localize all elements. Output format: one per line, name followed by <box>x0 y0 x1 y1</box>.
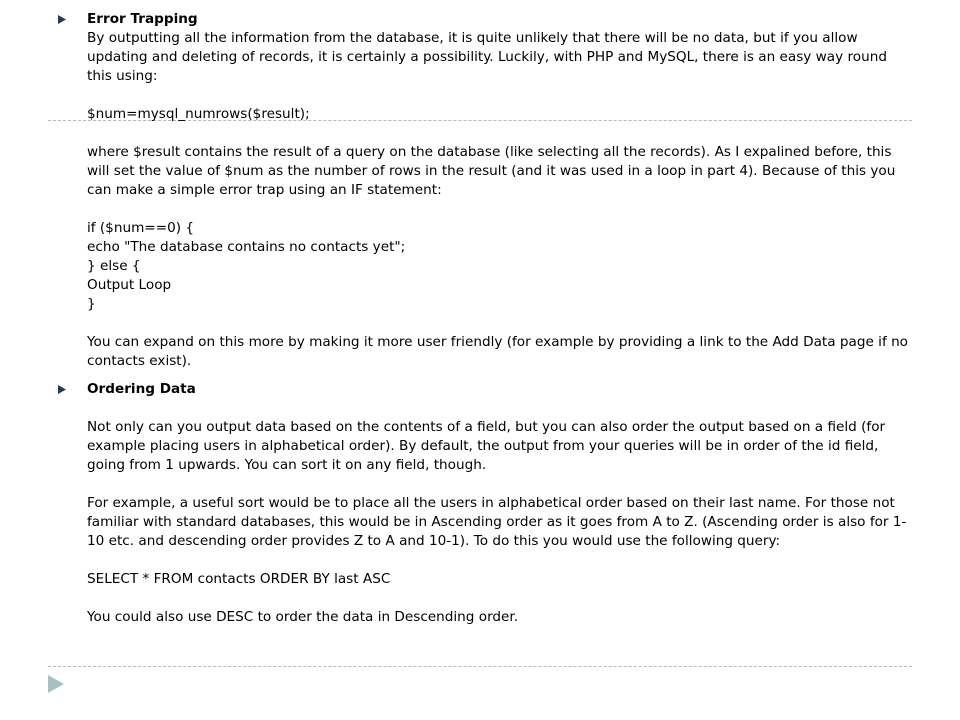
section-heading: Ordering Data <box>87 381 196 397</box>
code-line: echo "The database contains no contacts yet"; <box>87 239 406 255</box>
code-line: } else { <box>87 258 141 274</box>
slide-content <box>58 10 916 627</box>
code-line: Output Loop <box>87 277 172 293</box>
section-outro: You could also use DESC to order the data in Descending order. <box>87 609 519 625</box>
bullet-item-ordering-data <box>58 380 916 627</box>
divider-bottom <box>48 666 912 667</box>
bullet-item-error-trapping <box>58 10 916 371</box>
section-outro: You can expand on this more by making it more user friendly (for example by providing a link to the Add Data page if no contacts exist). <box>87 334 908 369</box>
code-line: } <box>87 296 96 312</box>
code-line: if ($num==0) { <box>87 220 195 236</box>
triangle-bullet-icon <box>58 385 66 394</box>
section-explanation: where $result contains the result of a query on the database (like selecting all the records). As I expalined before, this will set the value of $num as the number of rows in the result (and it was used in a loop in part 4). Because of this you can make a simple error trap using an IF statement: <box>87 144 896 198</box>
slide-corner-arrow-icon <box>48 675 64 693</box>
triangle-bullet-icon <box>58 15 66 24</box>
section-intro: By outputting all the information from the database, it is quite unlikely that there will be no data, but if you allow updating and deleting of records, it is certainly a possibility. Luckily, with PHP and MySQL, there is an easy way round this using: <box>87 30 887 84</box>
section-heading: Error Trapping <box>87 11 198 27</box>
section-example: For example, a useful sort would be to place all the users in alphabetical order based on their last name. For those not familiar with standard databases, this would be in Ascending order as it goes from A to Z. (Ascending order is also for 1-10 etc. and descending order provides Z to A and 10-1). To do this you would use the following query: <box>87 495 907 549</box>
section-intro: Not only can you output data based on the contents of a field, but you can also order the output based on a field (for example placing users in alphabetical order). By default, the output from your queries will be in order of the id field, going from 1 upwards. You can sort it on any field, though. <box>87 419 886 473</box>
code-line: $num=mysql_numrows($result); <box>87 106 310 122</box>
code-line: SELECT * FROM contacts ORDER BY last ASC <box>87 571 391 587</box>
